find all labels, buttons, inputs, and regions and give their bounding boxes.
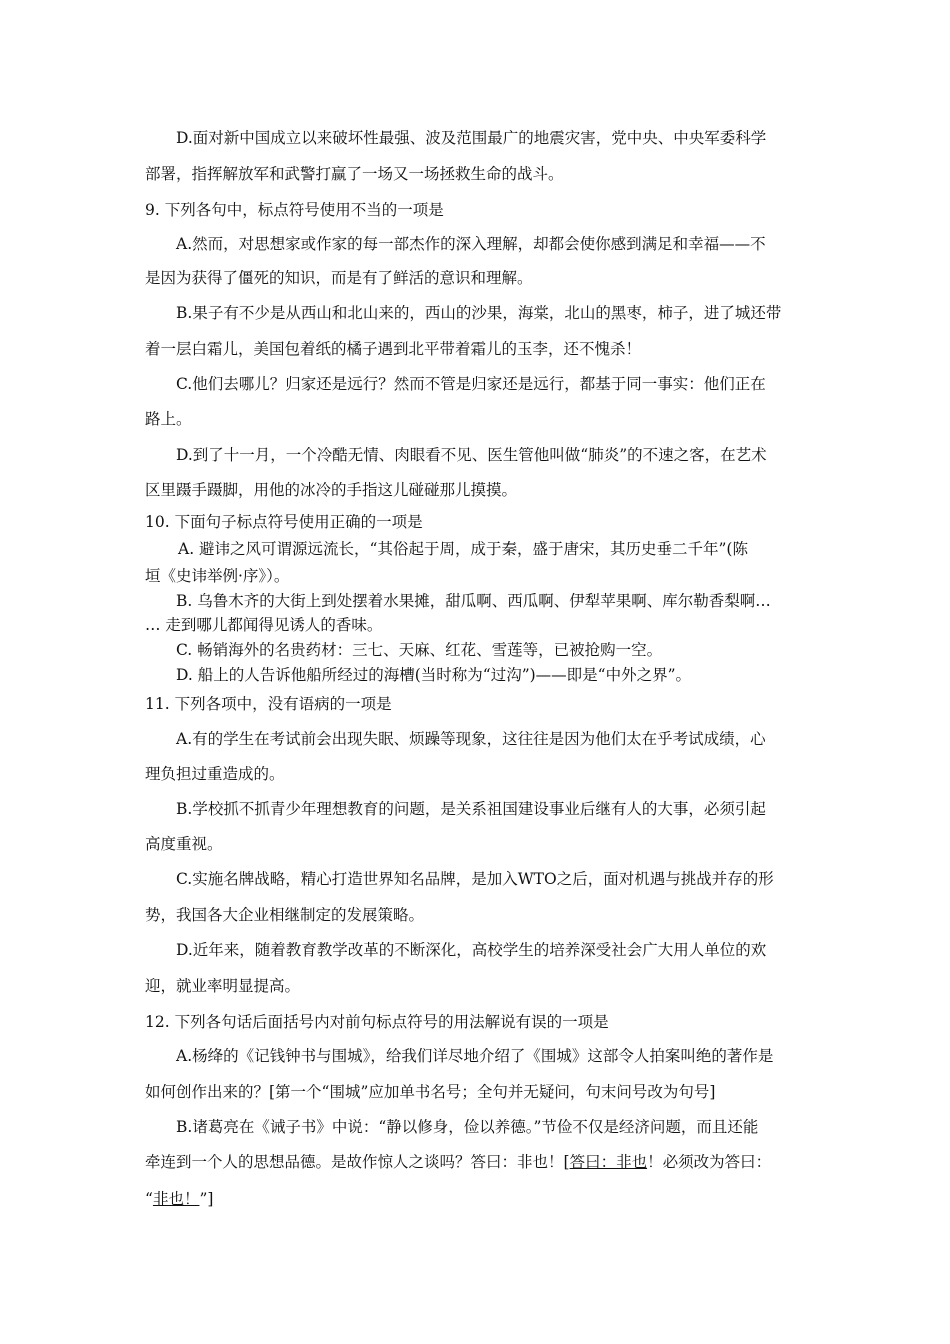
q9-option-c-line2: 路上。 <box>145 410 192 428</box>
q11-option-c-line2: 势，我国各大企业相继制定的发展策略。 <box>145 906 425 924</box>
q10-option-a-line1: A. 避讳之风可谓源远流长，“其俗起于周，成于秦，盛于唐宋，其历史垂二千年”(陈 <box>178 540 748 558</box>
q9-option-b-line2: 着一层白霜儿，美国包着纸的橘子遇到北平带着霜儿的玉李，还不愧杀！ <box>145 340 642 358</box>
q9-option-b-line1: B.果子有不少是从西山和北山来的，西山的沙果，海棠，北山的黑枣，柿子，进了城还带 <box>176 304 782 322</box>
q9-stem: 9. 下列各句中，标点符号使用不当的一项是 <box>145 201 444 219</box>
q12-option-b-line1: B.诸葛亮在《诫子书》中说：“静以修身，俭以养德。”节俭不仅是经济问题，而且还能 <box>176 1118 759 1136</box>
q12-option-b-line2 <box>145 1152 771 1172</box>
q10-option-b-line2: … 走到哪儿都闻得见诱人的香味。 <box>145 616 383 634</box>
q9-option-d-line2: 区里蹑手蹑脚，用他的冰冷的手指这儿碰碰那儿摸摸。 <box>145 481 518 499</box>
q9-option-c-line1: C.他们去哪儿？归家还是远行？然而不管是归家还是远行，都基于同一事实：他们正在 <box>176 375 766 393</box>
q11-option-a-line2: 理负担过重造成的。 <box>145 765 285 783</box>
q12-option-a-line2: 如何创作出来的？[第一个“围城”应加单书名号；全句并无疑问，句末问号改为句号] <box>145 1083 716 1101</box>
q10-option-d: D. 船上的人告诉他船所经过的海槽(当时称为“过沟”)——即是“中外之界”。 <box>176 666 692 684</box>
q8-option-d-line2: 部署，指挥解放军和武警打赢了一场又一场拯救生命的战斗。 <box>145 165 564 183</box>
q11-option-d-line1: D.近年来，随着教育教学改革的不断深化，高校学生的培养深受社会广大用人单位的欢 <box>176 941 767 959</box>
open-quote: “ <box>145 1190 153 1208</box>
q11-option-b-line1: B.学校抓不抓青少年理想教育的问题，是关系祖国建设事业后继有人的大事，必须引起 <box>176 800 766 818</box>
q11-option-c-line1: C.实施名牌战略，精心打造世界知名品牌，是加入WTO之后，面对机遇与挑战并存的形 <box>176 870 774 888</box>
underlined-phrase-2: 非也！ <box>152 1190 200 1208</box>
q12-option-b-line2-text: 牵连到一个人的思想品德。是故作惊人之谈吗？答曰：非也！[ <box>145 1153 570 1171</box>
q9-option-a-line1: A.然而，对思想家或作家的每一部杰作的深入理解，却都会使你感到满足和幸福——不 <box>176 235 766 253</box>
q10-option-c: C. 畅销海外的名贵药材：三七、天麻、红花、雪莲等，已被抢购一空。 <box>176 641 663 659</box>
q10-stem: 10. 下面句子标点符号使用正确的一项是 <box>145 513 423 531</box>
q10-option-b-line1: B. 乌鲁木齐的大街上到处摆着水果摊，甜瓜啊、西瓜啊、伊犁苹果啊、库尔勒香梨啊… <box>176 592 771 610</box>
q11-stem: 11. 下列各项中，没有语病的一项是 <box>145 695 392 713</box>
q12-option-b-line2-tail: ！必须改为答曰： <box>647 1153 772 1171</box>
q9-option-d-line1: D.到了十一月，一个冷酷无情、肉眼看不见、医生管他叫做“肺炎”的不速之客，在艺术 <box>176 446 767 464</box>
q11-option-d-line2: 迎，就业率明显提高。 <box>145 977 301 995</box>
q11-option-b-line2: 高度重视。 <box>145 835 223 853</box>
q12-stem: 12. 下列各句话后面括号内对前句标点符号的用法解说有误的一项是 <box>145 1013 609 1031</box>
q9-option-a-line2: 是因为获得了僵死的知识，而是有了鲜活的意识和理解。 <box>145 269 533 287</box>
underlined-phrase: 答曰：非也 <box>569 1153 648 1171</box>
q11-option-a-line1: A.有的学生在考试前会出现失眠、烦躁等现象，这往往是因为他们太在乎考试成绩，心 <box>176 730 766 748</box>
q10-option-a-line2: 垣《史讳举例·序》）。 <box>145 567 290 585</box>
close-quote-bracket: ”] <box>199 1190 214 1208</box>
q8-option-d-line1: D.面对新中国成立以来破坏性最强、波及范围最广的地震灾害，党中央、中央军委科学 <box>176 129 767 147</box>
q12-option-b-line3 <box>145 1189 213 1209</box>
q12-option-a-line1: A.杨绛的《记钱钟书与围城》，给我们详尽地介绍了《围城》这部令人拍案叫绝的著作是 <box>176 1047 774 1065</box>
